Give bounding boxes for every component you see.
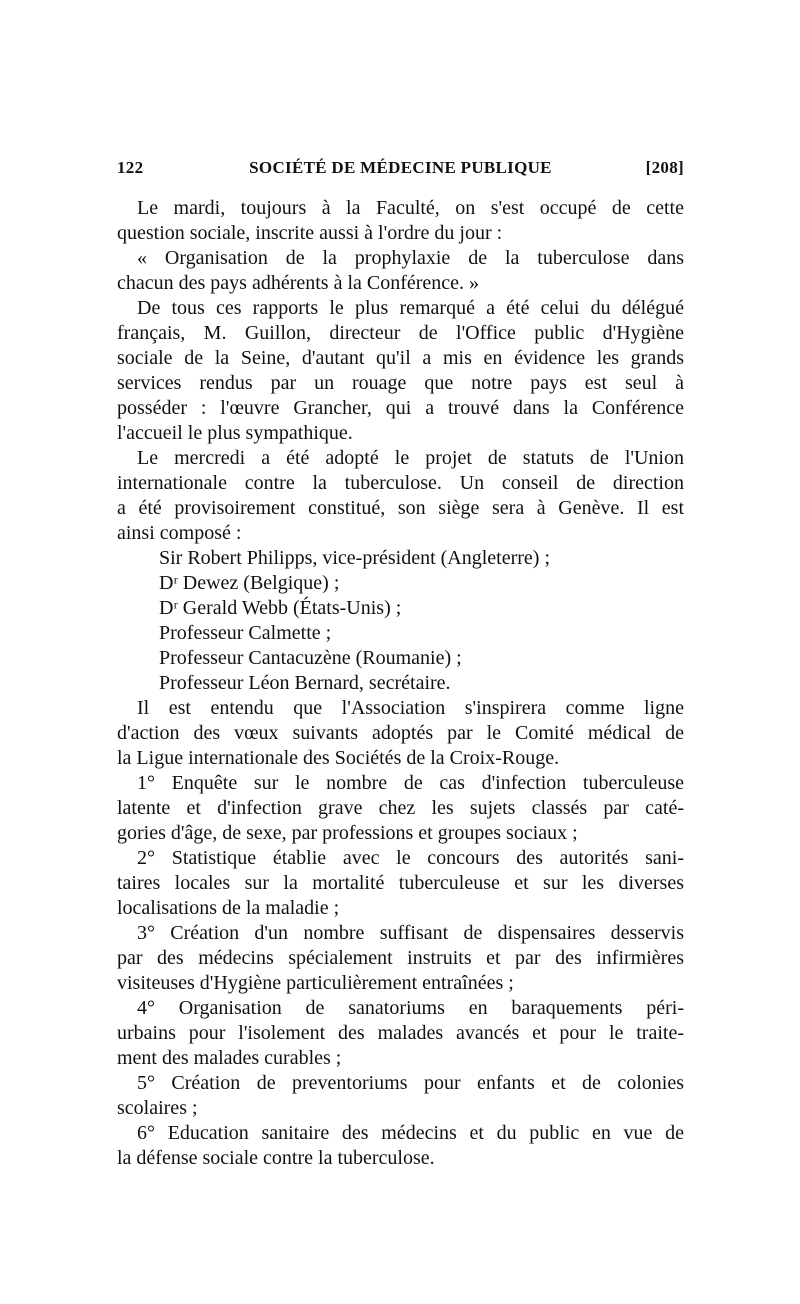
text-line: 1° Enquête sur le nombre de cas d'infection tuberculeuse xyxy=(137,772,684,794)
text-line: Dʳ Dewez (Belgique) ; xyxy=(159,572,340,594)
text-line: scolaires ; xyxy=(117,1097,198,1119)
text-line: sociale de la Seine, d'autant qu'il a mis en évidence les grands xyxy=(117,347,684,369)
text-line: localisations de la maladie ; xyxy=(117,897,340,919)
text-line: Le mardi, toujours à la Faculté, on s'est occupé de cette xyxy=(137,197,684,219)
text-line: gories d'âge, de sexe, par professions et groupes sociaux ; xyxy=(117,822,578,844)
text-line: par des médecins spécialement instruits et par des infirmières xyxy=(117,947,684,969)
text-line: 5° Création de preventoriums pour enfants et de colonies xyxy=(137,1072,684,1094)
text-line: français, M. Guillon, directeur de l'Office public d'Hygiène xyxy=(117,322,684,344)
text-line: services rendus par un rouage que notre pays est seul à xyxy=(117,372,684,394)
running-header xyxy=(117,158,684,184)
text-line: ainsi composé : xyxy=(117,522,242,544)
text-line: visiteuses d'Hygiène particulièrement entraînées ; xyxy=(117,972,514,994)
body-text xyxy=(117,196,684,1171)
original-page-number: [208] xyxy=(645,158,684,177)
text-line: question sociale, inscrite aussi à l'ordre du jour : xyxy=(117,222,503,244)
text-line: urbains pour l'isolement des malades avancés et pour le traite- xyxy=(117,1022,684,1044)
text-line: ment des malades curables ; xyxy=(117,1047,342,1069)
text-line: Dʳ Gerald Webb (États-Unis) ; xyxy=(159,597,402,619)
text-line: Professeur Calmette ; xyxy=(159,622,332,644)
text-line: Le mercredi a été adopté le projet de statuts de l'Union xyxy=(137,447,684,469)
text-line: chacun des pays adhérents à la Conférence. » xyxy=(117,272,480,294)
text-line: Il est entendu que l'Association s'inspirera comme ligne xyxy=(137,697,684,719)
text-line: 3° Création d'un nombre suffisant de dispensaires desservis xyxy=(137,922,684,944)
running-title: SOCIÉTÉ DE MÉDECINE PUBLIQUE xyxy=(249,158,552,177)
text-line: l'accueil le plus sympathique. xyxy=(117,422,353,444)
text-line: la Ligue internationale des Sociétés de la Croix-Rouge. xyxy=(117,747,560,769)
text-line: d'action des vœux suivants adoptés par le Comité médical de xyxy=(117,722,684,744)
text-line: latente et d'infection grave chez les sujets classés par caté- xyxy=(117,797,684,819)
text-line: De tous ces rapports le plus remarqué a été celui du délégué xyxy=(137,297,684,319)
text-line: taires locales sur la mortalité tuberculeuse et sur les diverses xyxy=(117,872,684,894)
text-line: a été provisoirement constitué, son siège sera à Genève. Il est xyxy=(117,497,684,519)
text-line: la défense sociale contre la tuberculose. xyxy=(117,1147,435,1169)
text-line: Sir Robert Philipps, vice-président (Angleterre) ; xyxy=(159,547,551,569)
text-line: Professeur Léon Bernard, secrétaire. xyxy=(159,672,451,694)
text-line: 2° Statistique établie avec le concours des autorités sani- xyxy=(137,847,684,869)
page-number: 122 xyxy=(117,158,144,177)
text-line: posséder : l'œuvre Grancher, qui a trouvé dans la Conférence xyxy=(117,397,684,419)
text-line: 4° Organisation de sanatoriums en baraquements péri- xyxy=(137,997,684,1019)
text-line: 6° Education sanitaire des médecins et du public en vue de xyxy=(137,1122,684,1144)
text-line: Professeur Cantacuzène (Roumanie) ; xyxy=(159,647,462,669)
text-line: « Organisation de la prophylaxie de la tuberculose dans xyxy=(137,247,684,269)
text-line: internationale contre la tuberculose. Un conseil de direction xyxy=(117,472,684,494)
